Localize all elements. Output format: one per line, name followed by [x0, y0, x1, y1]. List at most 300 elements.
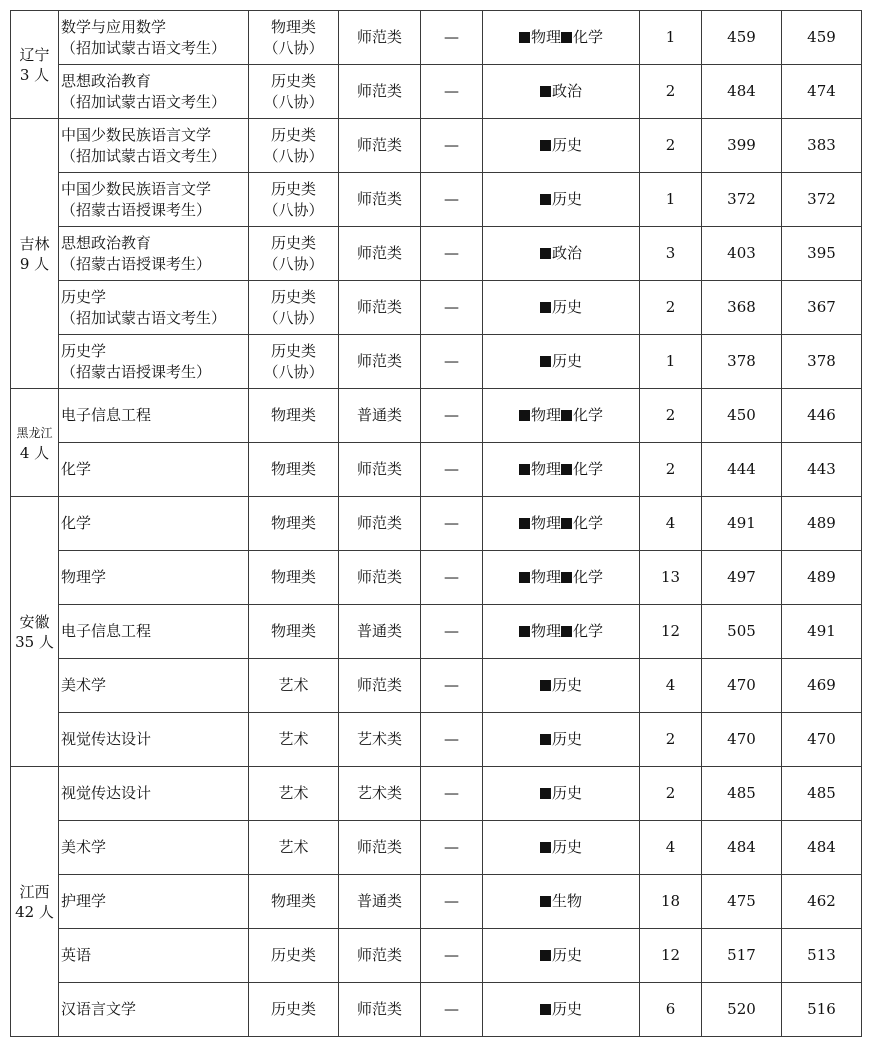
- min-score-cell: [782, 605, 862, 659]
- subject-text: 物理: [530, 568, 561, 586]
- major-text: 化学: [61, 460, 92, 478]
- category-text: 物理类: [270, 892, 316, 910]
- type-cell: [339, 713, 421, 767]
- max-score-cell: [702, 713, 782, 767]
- major-text: 护理学: [61, 892, 107, 910]
- plan-cell: [640, 11, 702, 65]
- type-text: 师范类: [356, 946, 402, 964]
- subject-text: 历史: [551, 190, 582, 208]
- dash-cell: [421, 767, 483, 821]
- checked-square-icon: [540, 950, 551, 961]
- dash-cell: [421, 281, 483, 335]
- dash-cell: [421, 11, 483, 65]
- major-cell: [59, 11, 249, 65]
- min-score-text: 443: [807, 460, 836, 478]
- min-score-cell: [782, 11, 862, 65]
- major-text: 物理学: [61, 568, 107, 586]
- table-row: [11, 335, 862, 389]
- type-cell: [339, 227, 421, 281]
- major-text: 中国少数民族语言文学: [61, 179, 212, 198]
- admission-table: [10, 10, 862, 1037]
- type-cell: [339, 821, 421, 875]
- plan-cell: [640, 875, 702, 929]
- subjects-cell: [483, 551, 640, 605]
- type-text: 普通类: [356, 406, 402, 424]
- type-cell: [339, 281, 421, 335]
- category-cell: [249, 875, 339, 929]
- dash-text: —: [444, 406, 459, 424]
- type-text: 师范类: [356, 460, 402, 478]
- province-name: 辽宁: [19, 45, 50, 64]
- major-text: （招加试蒙古语文考生）: [61, 308, 227, 327]
- min-score-cell: [782, 983, 862, 1037]
- subjects-cell: [483, 713, 640, 767]
- min-score-text: 446: [807, 406, 836, 424]
- category-text: （八协）: [263, 200, 324, 219]
- major-text: 中国少数民族语言文学: [61, 125, 212, 144]
- subject-text: 历史: [551, 838, 582, 856]
- max-score-text: 520: [727, 1000, 756, 1018]
- subjects-cell: [483, 119, 640, 173]
- category-text: （八协）: [263, 92, 324, 111]
- dash-cell: [421, 983, 483, 1037]
- min-score-text: 491: [807, 622, 836, 640]
- table-row: [11, 659, 862, 713]
- checked-square-icon: [540, 140, 551, 151]
- dash-cell: [421, 443, 483, 497]
- max-score-text: 491: [727, 514, 756, 532]
- category-cell: [249, 605, 339, 659]
- max-score-text: 372: [727, 190, 756, 208]
- checked-square-icon: [561, 464, 572, 475]
- category-text: （八协）: [263, 308, 324, 327]
- max-score-cell: [702, 875, 782, 929]
- major-text: 美术学: [61, 838, 107, 856]
- subjects-cell: [483, 821, 640, 875]
- dash-cell: [421, 875, 483, 929]
- category-text: 艺术: [278, 838, 309, 856]
- max-score-text: 497: [727, 568, 756, 586]
- type-cell: [339, 443, 421, 497]
- subject-text: 历史: [551, 352, 582, 370]
- type-cell: [339, 875, 421, 929]
- type-cell: [339, 11, 421, 65]
- category-cell: [249, 173, 339, 227]
- category-text: 艺术: [278, 784, 309, 802]
- subjects-cell: [483, 281, 640, 335]
- type-text: 师范类: [356, 82, 402, 100]
- category-text: 艺术: [278, 730, 309, 748]
- major-cell: [59, 983, 249, 1037]
- category-cell: [249, 281, 339, 335]
- dash-text: —: [444, 568, 459, 586]
- major-text: 历史学: [61, 341, 107, 360]
- plan-text: 4: [665, 514, 676, 532]
- max-score-cell: [702, 605, 782, 659]
- checked-square-icon: [561, 32, 572, 43]
- major-text: 化学: [61, 514, 92, 532]
- dash-cell: [421, 173, 483, 227]
- category-cell: [249, 659, 339, 713]
- major-text: 思想政治教育: [61, 233, 152, 252]
- major-text: 视觉传达设计: [61, 730, 152, 748]
- max-score-cell: [702, 497, 782, 551]
- table-row: [11, 227, 862, 281]
- dash-text: —: [444, 946, 459, 964]
- type-text: 普通类: [356, 892, 402, 910]
- table-row: [11, 65, 862, 119]
- type-text: 师范类: [356, 136, 402, 154]
- plan-cell: [640, 443, 702, 497]
- max-score-text: 485: [727, 784, 756, 802]
- subjects-cell: [483, 173, 640, 227]
- min-score-text: 513: [807, 946, 836, 964]
- min-score-text: 383: [807, 136, 836, 154]
- major-cell: [59, 119, 249, 173]
- max-score-cell: [702, 335, 782, 389]
- category-text: 艺术: [278, 676, 309, 694]
- subject-text: 历史: [551, 298, 582, 316]
- major-text: （招蒙古语授课考生）: [61, 254, 212, 273]
- min-score-text: 372: [807, 190, 836, 208]
- major-text: 美术学: [61, 676, 107, 694]
- type-text: 师范类: [356, 568, 402, 586]
- max-score-text: 470: [727, 676, 756, 694]
- category-text: （八协）: [263, 254, 324, 273]
- min-score-text: 484: [807, 838, 836, 856]
- type-text: 师范类: [356, 514, 402, 532]
- checked-square-icon: [519, 518, 530, 529]
- plan-text: 2: [665, 136, 676, 154]
- max-score-text: 368: [727, 298, 756, 316]
- major-cell: [59, 929, 249, 983]
- max-score-text: 459: [727, 28, 756, 46]
- min-score-cell: [782, 335, 862, 389]
- major-cell: [59, 65, 249, 119]
- major-cell: [59, 389, 249, 443]
- type-text: 师范类: [356, 1000, 402, 1018]
- min-score-text: 470: [807, 730, 836, 748]
- plan-text: 1: [665, 190, 676, 208]
- max-score-text: 444: [727, 460, 756, 478]
- dash-cell: [421, 605, 483, 659]
- major-cell: [59, 281, 249, 335]
- category-cell: [249, 497, 339, 551]
- dash-text: —: [444, 784, 459, 802]
- min-score-cell: [782, 443, 862, 497]
- category-text: （八协）: [263, 38, 324, 57]
- subject-text: 历史: [551, 784, 582, 802]
- plan-cell: [640, 281, 702, 335]
- checked-square-icon: [540, 248, 551, 259]
- checked-square-icon: [519, 410, 530, 421]
- province-cell: [11, 11, 59, 119]
- subject-text: 化学: [573, 514, 604, 532]
- min-score-cell: [782, 227, 862, 281]
- checked-square-icon: [519, 626, 530, 637]
- major-text: （招加试蒙古语文考生）: [61, 92, 227, 111]
- major-text: 数学与应用数学: [61, 17, 167, 36]
- subject-text: 化学: [573, 460, 604, 478]
- type-cell: [339, 173, 421, 227]
- checked-square-icon: [561, 626, 572, 637]
- category-cell: [249, 713, 339, 767]
- max-score-text: 378: [727, 352, 756, 370]
- type-cell: [339, 65, 421, 119]
- table-row: [11, 443, 862, 497]
- province-count: 4 人: [19, 443, 50, 462]
- type-text: 师范类: [356, 298, 402, 316]
- plan-text: 18: [660, 892, 681, 910]
- province-count: 35 人: [15, 632, 54, 651]
- category-text: 物理类: [270, 622, 316, 640]
- max-score-cell: [702, 929, 782, 983]
- type-text: 师范类: [356, 676, 402, 694]
- dash-text: —: [444, 622, 459, 640]
- table-row: [11, 173, 862, 227]
- plan-cell: [640, 767, 702, 821]
- max-score-cell: [702, 173, 782, 227]
- dash-text: —: [444, 838, 459, 856]
- category-cell: [249, 983, 339, 1037]
- dash-text: —: [444, 28, 459, 46]
- dash-text: —: [444, 244, 459, 262]
- plan-text: 12: [660, 946, 681, 964]
- min-score-text: 489: [807, 568, 836, 586]
- type-cell: [339, 335, 421, 389]
- category-text: （八协）: [263, 362, 324, 381]
- subject-text: 历史: [551, 946, 582, 964]
- subjects-cell: [483, 605, 640, 659]
- subjects-cell: [483, 875, 640, 929]
- plan-cell: [640, 173, 702, 227]
- type-cell: [339, 551, 421, 605]
- major-text: 视觉传达设计: [61, 784, 152, 802]
- province-count: 3 人: [19, 65, 50, 84]
- checked-square-icon: [540, 734, 551, 745]
- dash-text: —: [444, 1000, 459, 1018]
- dash-text: —: [444, 892, 459, 910]
- plan-cell: [640, 605, 702, 659]
- table-row: [11, 929, 862, 983]
- dash-text: —: [444, 190, 459, 208]
- subjects-cell: [483, 767, 640, 821]
- major-cell: [59, 227, 249, 281]
- province-cell: [11, 389, 59, 497]
- plan-cell: [640, 335, 702, 389]
- min-score-text: 378: [807, 352, 836, 370]
- category-cell: [249, 227, 339, 281]
- subjects-cell: [483, 983, 640, 1037]
- max-score-cell: [702, 767, 782, 821]
- table-row: [11, 983, 862, 1037]
- type-text: 师范类: [356, 190, 402, 208]
- max-score-cell: [702, 389, 782, 443]
- category-cell: [249, 767, 339, 821]
- max-score-cell: [702, 659, 782, 713]
- subjects-cell: [483, 929, 640, 983]
- category-text: 历史类: [270, 1000, 316, 1018]
- province-name: 安徽: [19, 612, 50, 631]
- type-text: 师范类: [356, 28, 402, 46]
- checked-square-icon: [540, 896, 551, 907]
- table-row: [11, 821, 862, 875]
- checked-square-icon: [561, 518, 572, 529]
- plan-text: 2: [665, 460, 676, 478]
- min-score-cell: [782, 65, 862, 119]
- plan-cell: [640, 65, 702, 119]
- category-text: 物理类: [270, 17, 316, 36]
- dash-cell: [421, 65, 483, 119]
- plan-text: 2: [665, 730, 676, 748]
- dash-text: —: [444, 730, 459, 748]
- max-score-text: 399: [727, 136, 756, 154]
- type-cell: [339, 659, 421, 713]
- category-cell: [249, 443, 339, 497]
- table-row: [11, 767, 862, 821]
- min-score-cell: [782, 389, 862, 443]
- major-text: 汉语言文学: [61, 1000, 137, 1018]
- dash-text: —: [444, 82, 459, 100]
- plan-cell: [640, 821, 702, 875]
- max-score-cell: [702, 281, 782, 335]
- dash-cell: [421, 821, 483, 875]
- category-cell: [249, 11, 339, 65]
- major-cell: [59, 659, 249, 713]
- type-cell: [339, 497, 421, 551]
- major-text: 英语: [61, 946, 92, 964]
- dash-cell: [421, 389, 483, 443]
- table-row: [11, 551, 862, 605]
- major-cell: [59, 497, 249, 551]
- category-text: 历史类: [270, 946, 316, 964]
- major-cell: [59, 443, 249, 497]
- major-text: （招蒙古语授课考生）: [61, 200, 212, 219]
- max-score-text: 484: [727, 82, 756, 100]
- plan-text: 13: [660, 568, 681, 586]
- dash-cell: [421, 551, 483, 605]
- subject-text: 化学: [573, 406, 604, 424]
- subjects-cell: [483, 389, 640, 443]
- dash-text: —: [444, 298, 459, 316]
- max-score-text: 450: [727, 406, 756, 424]
- plan-text: 4: [665, 838, 676, 856]
- plan-text: 6: [665, 1000, 676, 1018]
- category-text: 物理类: [270, 406, 316, 424]
- province-count: 42 人: [15, 902, 54, 921]
- category-text: 历史类: [270, 71, 316, 90]
- min-score-text: 469: [807, 676, 836, 694]
- type-text: 艺术类: [356, 784, 402, 802]
- major-text: 历史学: [61, 287, 107, 306]
- table-row: [11, 11, 862, 65]
- plan-text: 3: [665, 244, 676, 262]
- table-row: [11, 119, 862, 173]
- plan-cell: [640, 929, 702, 983]
- type-cell: [339, 929, 421, 983]
- dash-cell: [421, 227, 483, 281]
- category-text: 历史类: [270, 125, 316, 144]
- min-score-text: 395: [807, 244, 836, 262]
- min-score-cell: [782, 551, 862, 605]
- province-name: 吉林: [19, 234, 50, 253]
- type-cell: [339, 389, 421, 443]
- plan-text: 1: [665, 352, 676, 370]
- major-text: 思想政治教育: [61, 71, 152, 90]
- subjects-cell: [483, 335, 640, 389]
- checked-square-icon: [540, 302, 551, 313]
- checked-square-icon: [540, 86, 551, 97]
- plan-text: 1: [665, 28, 676, 46]
- plan-cell: [640, 389, 702, 443]
- table-row: [11, 875, 862, 929]
- category-text: 历史类: [270, 341, 316, 360]
- dash-text: —: [444, 676, 459, 694]
- dash-cell: [421, 659, 483, 713]
- dash-cell: [421, 119, 483, 173]
- type-text: 师范类: [356, 352, 402, 370]
- type-text: 普通类: [356, 622, 402, 640]
- subject-text: 物理: [530, 28, 561, 46]
- subject-text: 政治: [551, 244, 582, 262]
- plan-cell: [640, 497, 702, 551]
- min-score-text: 459: [807, 28, 836, 46]
- min-score-cell: [782, 821, 862, 875]
- max-score-cell: [702, 227, 782, 281]
- dash-cell: [421, 497, 483, 551]
- dash-text: —: [444, 352, 459, 370]
- category-text: 历史类: [270, 287, 316, 306]
- min-score-cell: [782, 659, 862, 713]
- plan-text: 12: [660, 622, 681, 640]
- table-body: [11, 11, 862, 1037]
- province-cell: [11, 497, 59, 767]
- checked-square-icon: [540, 842, 551, 853]
- major-text: （招加试蒙古语文考生）: [61, 38, 227, 57]
- max-score-text: 403: [727, 244, 756, 262]
- table-wrapper: [10, 10, 862, 1037]
- type-text: 艺术类: [356, 730, 402, 748]
- plan-text: 2: [665, 406, 676, 424]
- category-text: （八协）: [263, 146, 324, 165]
- category-text: 物理类: [270, 460, 316, 478]
- major-cell: [59, 605, 249, 659]
- max-score-text: 484: [727, 838, 756, 856]
- max-score-cell: [702, 11, 782, 65]
- major-cell: [59, 713, 249, 767]
- category-text: 历史类: [270, 233, 316, 252]
- min-score-text: 462: [807, 892, 836, 910]
- min-score-cell: [782, 929, 862, 983]
- subjects-cell: [483, 497, 640, 551]
- province-cell: [11, 767, 59, 1037]
- plan-cell: [640, 119, 702, 173]
- min-score-cell: [782, 281, 862, 335]
- min-score-cell: [782, 173, 862, 227]
- subject-text: 化学: [573, 622, 604, 640]
- category-text: 物理类: [270, 568, 316, 586]
- min-score-text: 489: [807, 514, 836, 532]
- province-count: 9 人: [19, 254, 50, 273]
- table-row: [11, 605, 862, 659]
- max-score-cell: [702, 443, 782, 497]
- type-cell: [339, 983, 421, 1037]
- max-score-cell: [702, 119, 782, 173]
- max-score-cell: [702, 551, 782, 605]
- min-score-text: 516: [807, 1000, 836, 1018]
- min-score-text: 485: [807, 784, 836, 802]
- dash-cell: [421, 335, 483, 389]
